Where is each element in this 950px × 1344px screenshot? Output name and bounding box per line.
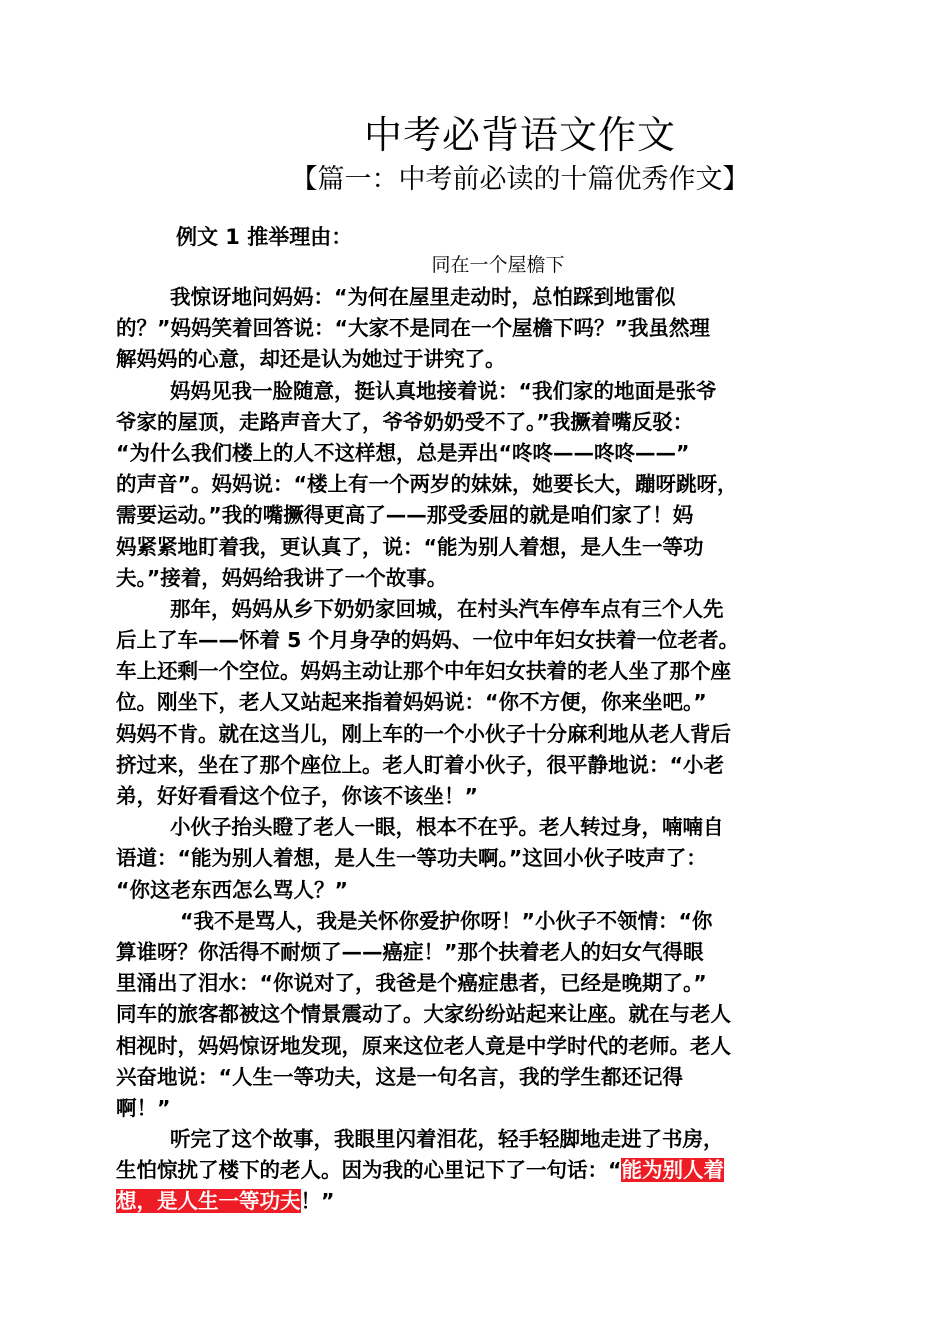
line-suffix: ！” [300, 1189, 335, 1214]
essay-line: 后上了车——怀着 5 个月身孕的妈妈、一位中年妇女扶着一位老者。 [116, 628, 740, 653]
essay-line: 同车的旅客都被这个情景震动了。大家纷纷站起来让座。就在与老人 [116, 1002, 731, 1027]
essay-line: 小伙子抬头瞪了老人一眼，根本不在乎。老人转过身，喃喃自 [170, 815, 724, 840]
essay-line: 相视时，妈妈惊讶地发现，原来这位老人竟是中学时代的老师。老人 [116, 1033, 731, 1058]
essay-line: “你这老东西怎么骂人？” [116, 877, 348, 902]
highlighted-quote: 想，是人生一等功夫 [116, 1189, 301, 1214]
essay-line: 的？”妈妈笑着回答说：“大家不是同在一个屋檐下吗？”我虽然理 [116, 316, 710, 341]
document-title: 中考必背语文作文 [363, 113, 676, 157]
essay-line: 那年，妈妈从乡下奶奶家回城，在村头汽车停车点有三个人先 [170, 596, 724, 621]
document-subtitle: 【篇一：中考前必读的十篇优秀作文】 [290, 164, 750, 195]
essay-line: 的声音”。妈妈说：“楼上有一个两岁的妹妹，她要长大，蹦呀跳呀， [116, 472, 738, 497]
essay-line: 弟，好好看看这个位子，你该不该坐！” [116, 784, 478, 808]
essay-line-highlighted [116, 1155, 836, 1186]
line-prefix: 生怕惊扰了楼下的老人。因为我的心里记下了一句话：“ [116, 1158, 622, 1183]
essay-line: 啊！” [116, 1095, 171, 1120]
essay-line: 语道：“能为别人着想，是人生一等功夫啊。”这回小伙子吱声了： [116, 846, 707, 871]
essay-line-highlighted [116, 1186, 836, 1217]
essay-line: 爷家的屋顶，走路声音大了，爷爷奶奶受不了。”我撅着嘴反驳： [116, 409, 694, 434]
essay-line: 位。刚坐下，老人又站起来指着妈妈说：“你不方便，你来坐吧。” [116, 690, 707, 715]
example-label: 例文 1 推举理由： [176, 225, 353, 249]
highlighted-quote: 能为别人着 [621, 1158, 724, 1183]
essay-line: “为什么我们楼上的人不这样想，总是弄出“咚咚——咚咚——” [116, 440, 690, 465]
essay-line: 夫。”接着，妈妈给我讲了一个故事。 [116, 565, 448, 590]
essay-body [116, 282, 836, 1218]
essay-line: 里涌出了泪水：“你说对了，我爸是个癌症患者，已经是晚期了。” [116, 971, 707, 996]
essay-line: 我惊讶地问妈妈：“为何在屋里走动时，总怕踩到地雷似 [170, 285, 676, 309]
essay-line: 解妈妈的心意，却还是认为她过于讲究了。 [116, 347, 506, 372]
essay-line: 算谁呀？你活得不耐烦了——癌症！”那个扶着老人的妇女气得眼 [116, 939, 704, 964]
essay-line: 妈妈不肯。就在这当儿，刚上车的一个小伙子十分麻利地从老人背后 [116, 721, 731, 746]
essay-title: 同在一个屋檐下 [431, 254, 565, 276]
essay-line: 妈紧紧地盯着我，更认真了，说：“能为别人着想，是人生一等功 [116, 534, 704, 559]
essay-line: “我不是骂人，我是关怀你爱护你呀！”小伙子不领情：“你 [180, 908, 713, 933]
essay-line: 车上还剩一个空位。妈妈主动让那个中年妇女扶着的老人坐了那个座 [116, 659, 731, 684]
essay-line: 兴奋地说：“人生一等功夫，这是一句名言，我的学生都还记得 [116, 1064, 683, 1089]
essay-line: 妈妈见我一脸随意，挺认真地接着说：“我们家的地面是张爷 [170, 378, 717, 403]
essay-line: 听完了这个故事，我眼里闪着泪花，轻手轻脚地走进了书房， [170, 1127, 724, 1152]
essay-line: 需要运动。”我的嘴撅得更高了——那受委屈的就是咱们家了！妈 [116, 503, 694, 528]
essay-line: 挤过来，坐在了那个座位上。老人盯着小伙子，很平静地说：“小老 [116, 752, 724, 777]
